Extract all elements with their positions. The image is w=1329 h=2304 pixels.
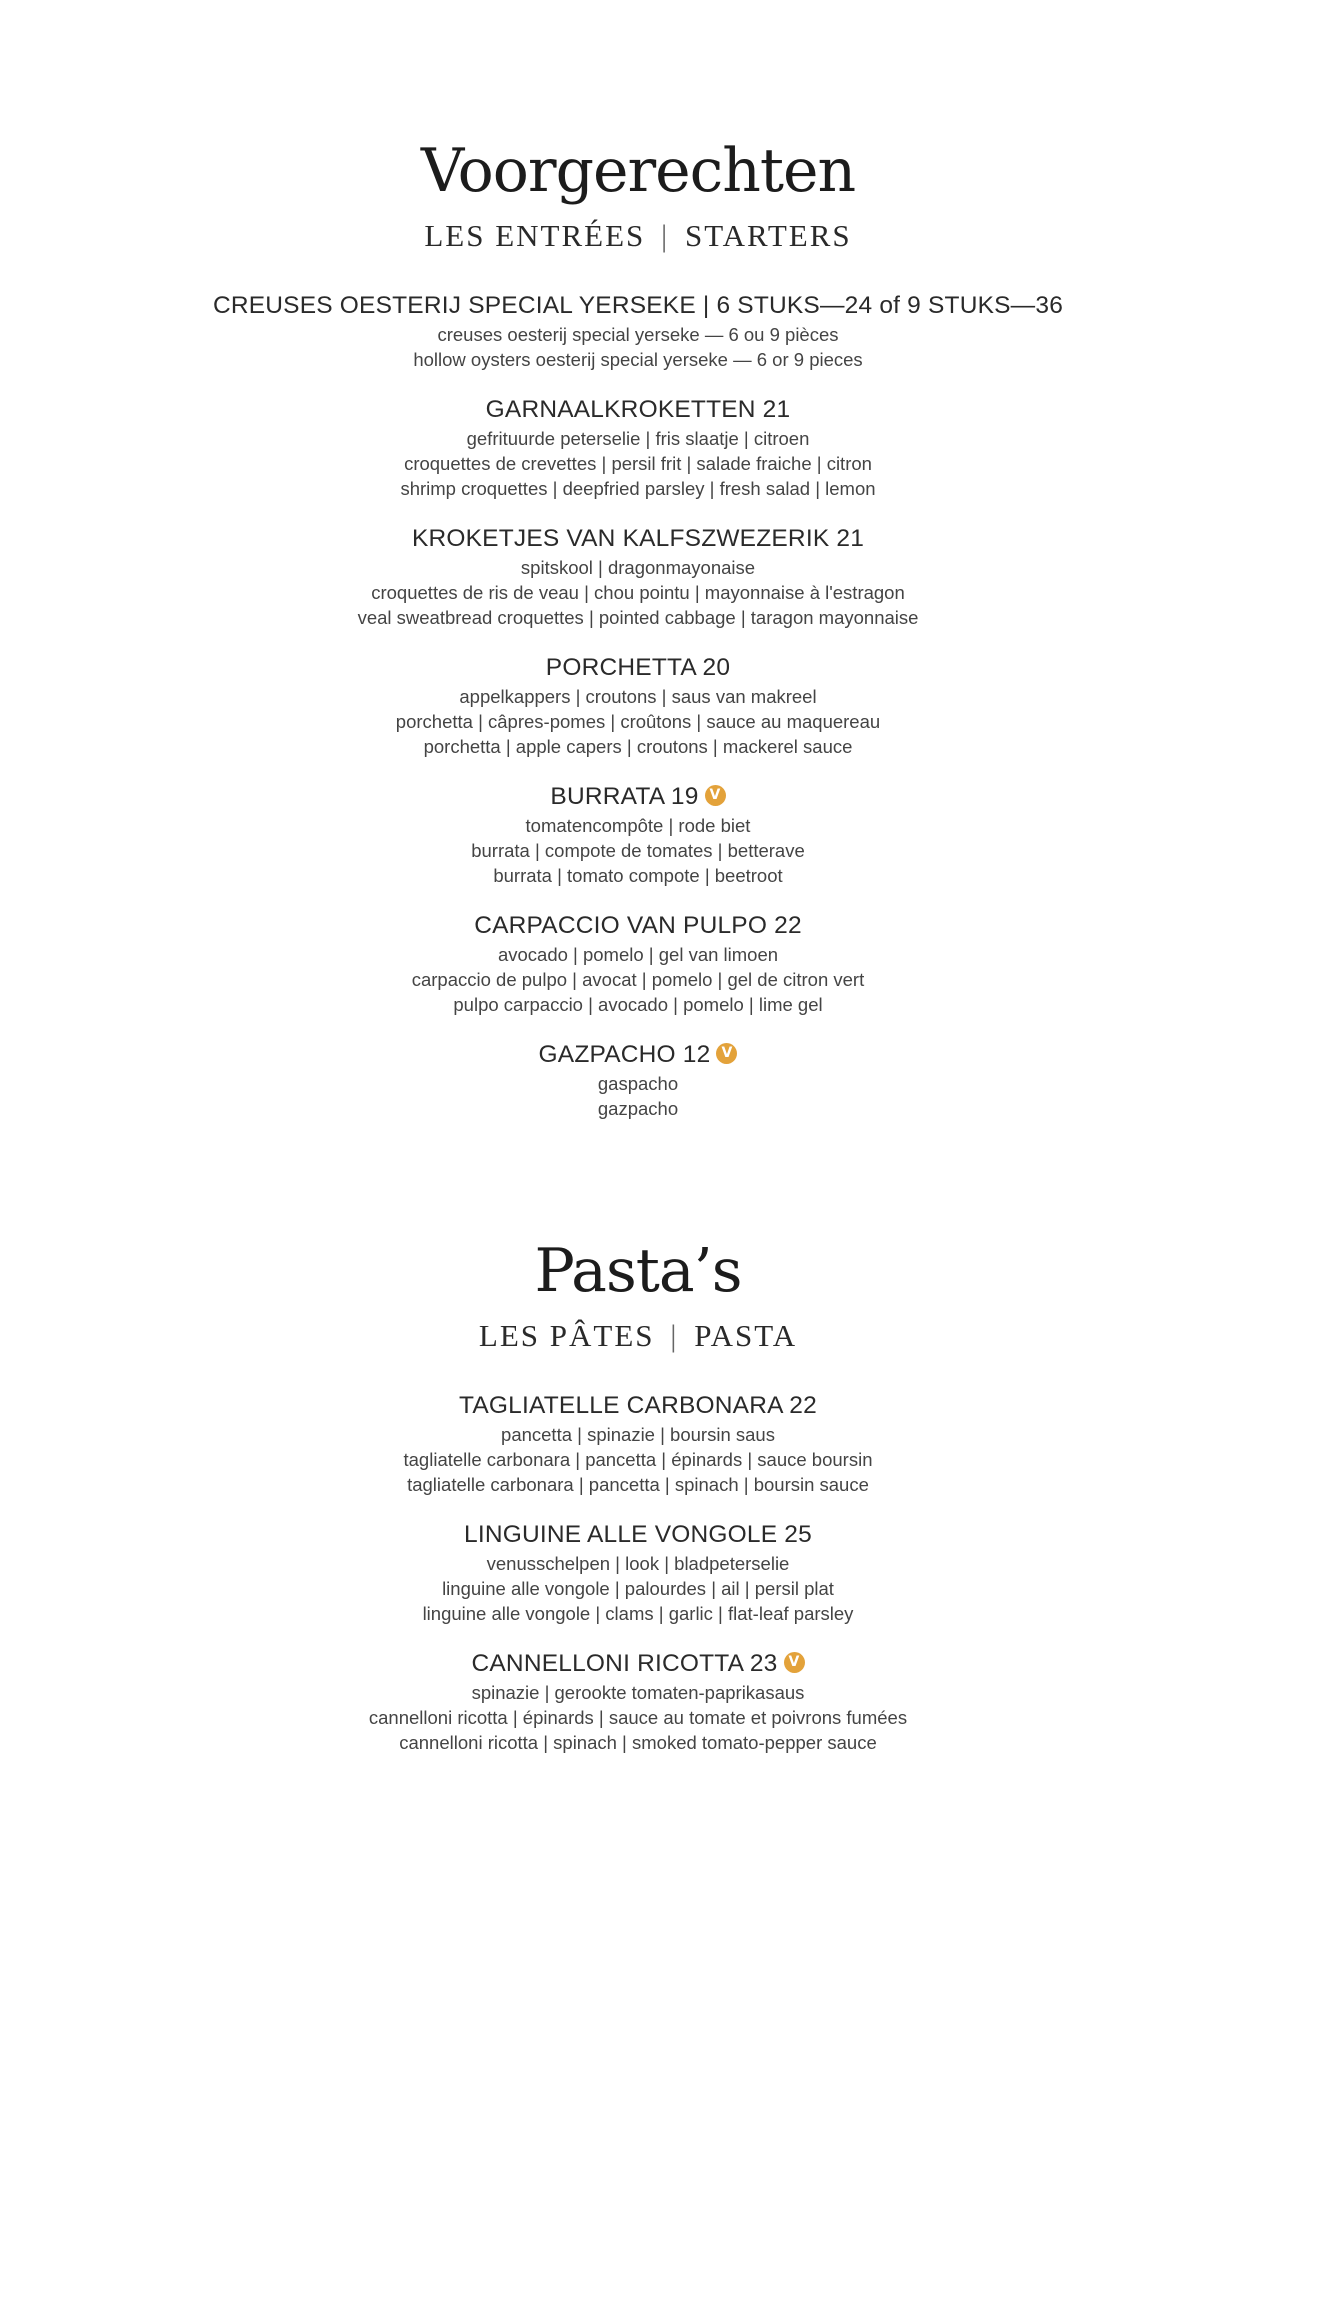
dish-description: porchetta | apple capers | croutons | mackerel sauce bbox=[423, 736, 853, 757]
dish-linguine-vongole bbox=[0, 1519, 1276, 1626]
dish-description: burrata | tomato compote | beetroot bbox=[493, 865, 783, 886]
section-subtitle-pasta bbox=[0, 1316, 1276, 1356]
subtitle-separator: | bbox=[661, 218, 670, 253]
dish-description: shrimp croquettes | deepfried parsley | fresh salad | lemon bbox=[400, 478, 876, 499]
subtitle-nl: LES ENTRÉES bbox=[424, 218, 646, 253]
dish-name-row bbox=[0, 781, 1276, 813]
dish-description: tomatencompôte | rode biet bbox=[525, 815, 751, 836]
starters-section bbox=[0, 136, 1276, 1121]
dish-name: BURRATA 19 bbox=[550, 783, 699, 810]
dish-description: pulpo carpaccio | avocado | pomelo | lime gel bbox=[453, 994, 823, 1015]
dish-description: hollow oysters oesterij special yerseke — 6 or 9 pieces bbox=[413, 349, 863, 370]
dish-description: spinazie | gerookte tomaten-paprikasaus bbox=[471, 1682, 805, 1703]
section-title-starters: Voorgerechten bbox=[420, 136, 856, 206]
dish-porchetta bbox=[0, 652, 1276, 759]
section-subtitle-starters bbox=[0, 216, 1276, 256]
dish-description: linguine alle vongole | clams | garlic | flat-leaf parsley bbox=[422, 1603, 854, 1624]
dish-description: tagliatelle carbonara | pancetta | épinards | sauce boursin bbox=[403, 1449, 873, 1470]
subtitle-nl: LES PÂTES bbox=[478, 1318, 655, 1353]
dish-description: linguine alle vongole | palourdes | ail | persil plat bbox=[442, 1578, 834, 1599]
dish-description: spitskool | dragonmayonaise bbox=[520, 557, 756, 578]
dish-pulpo-carpaccio bbox=[0, 910, 1276, 1017]
subtitle-separator: | bbox=[670, 1318, 679, 1353]
dish-name: CANNELLONI RICOTTA 23 bbox=[471, 1650, 778, 1677]
pasta-section bbox=[0, 1236, 1276, 1755]
vegetarian-icon: V bbox=[705, 785, 726, 806]
dish-name-row bbox=[0, 1648, 1276, 1680]
vegetarian-icon: V bbox=[716, 1043, 737, 1064]
dish-name: GAZPACHO 12 bbox=[538, 1041, 711, 1068]
dish-description: tagliatelle carbonara | pancetta | spinach | boursin sauce bbox=[407, 1474, 869, 1495]
dish-description: avocado | pomelo | gel van limoen bbox=[497, 944, 779, 965]
dish-description: cannelloni ricotta | épinards | sauce au tomate et poivrons fumées bbox=[368, 1707, 908, 1728]
dish-description: pancetta | spinazie | boursin saus bbox=[501, 1424, 775, 1445]
dish-name: PORCHETTA 20 bbox=[545, 654, 731, 681]
dish-name: KROKETJES VAN KALFSZWEZERIK 21 bbox=[411, 525, 865, 552]
dish-description: creuses oesterij special yerseke — 6 ou 9 pièces bbox=[437, 324, 839, 345]
dish-name: GARNAALKROKETTEN 21 bbox=[485, 396, 791, 423]
dish-description: veal sweatbread croquettes | pointed cabbage | taragon mayonnaise bbox=[357, 607, 919, 628]
dish-description: croquettes de ris de veau | chou pointu | mayonnaise à l'estragon bbox=[371, 582, 905, 603]
dish-description: porchetta | câpres-pomes | croûtons | sauce au maquereau bbox=[395, 711, 881, 732]
dish-description: venusschelpen | look | bladpeterselie bbox=[486, 1553, 790, 1574]
subtitle-en: STARTERS bbox=[684, 218, 852, 253]
dish-cannelloni-ricotta bbox=[0, 1648, 1276, 1755]
dish-name: TAGLIATELLE CARBONARA 22 bbox=[459, 1392, 817, 1419]
dish-shrimp-croquettes bbox=[0, 394, 1276, 501]
dish-description: carpaccio de pulpo | avocat | pomelo | gel de citron vert bbox=[411, 969, 865, 990]
vegetarian-icon: V bbox=[784, 1652, 805, 1673]
dish-name-row bbox=[0, 1039, 1276, 1071]
section-title-pasta: Pasta’s bbox=[534, 1236, 742, 1306]
dish-description: gaspacho bbox=[597, 1073, 679, 1094]
dish-description: cannelloni ricotta | spinach | smoked tomato-pepper sauce bbox=[399, 1732, 877, 1753]
dish-description: croquettes de crevettes | persil frit | salade fraiche | citron bbox=[404, 453, 872, 474]
dish-description: gefrituurde peterselie | fris slaatje | citroen bbox=[466, 428, 810, 449]
dish-burrata bbox=[0, 781, 1276, 888]
dish-gazpacho bbox=[0, 1039, 1276, 1121]
dish-name: CARPACCIO VAN PULPO 22 bbox=[474, 912, 802, 939]
dish-description: burrata | compote de tomates | betterave bbox=[471, 840, 805, 861]
dish-description: gazpacho bbox=[597, 1098, 679, 1119]
dish-oysters bbox=[0, 290, 1276, 372]
subtitle-en: PASTA bbox=[694, 1318, 798, 1353]
dish-tagliatelle-carbonara bbox=[0, 1390, 1276, 1497]
dish-sweetbread-croquettes bbox=[0, 523, 1276, 630]
dish-description: appelkappers | croutons | saus van makreel bbox=[459, 686, 817, 707]
dish-name: CREUSES OESTERIJ SPECIAL YERSEKE | 6 STUKS—24 of 9 STUKS—36 bbox=[212, 292, 1064, 319]
dish-name: LINGUINE ALLE VONGOLE 25 bbox=[464, 1521, 812, 1548]
